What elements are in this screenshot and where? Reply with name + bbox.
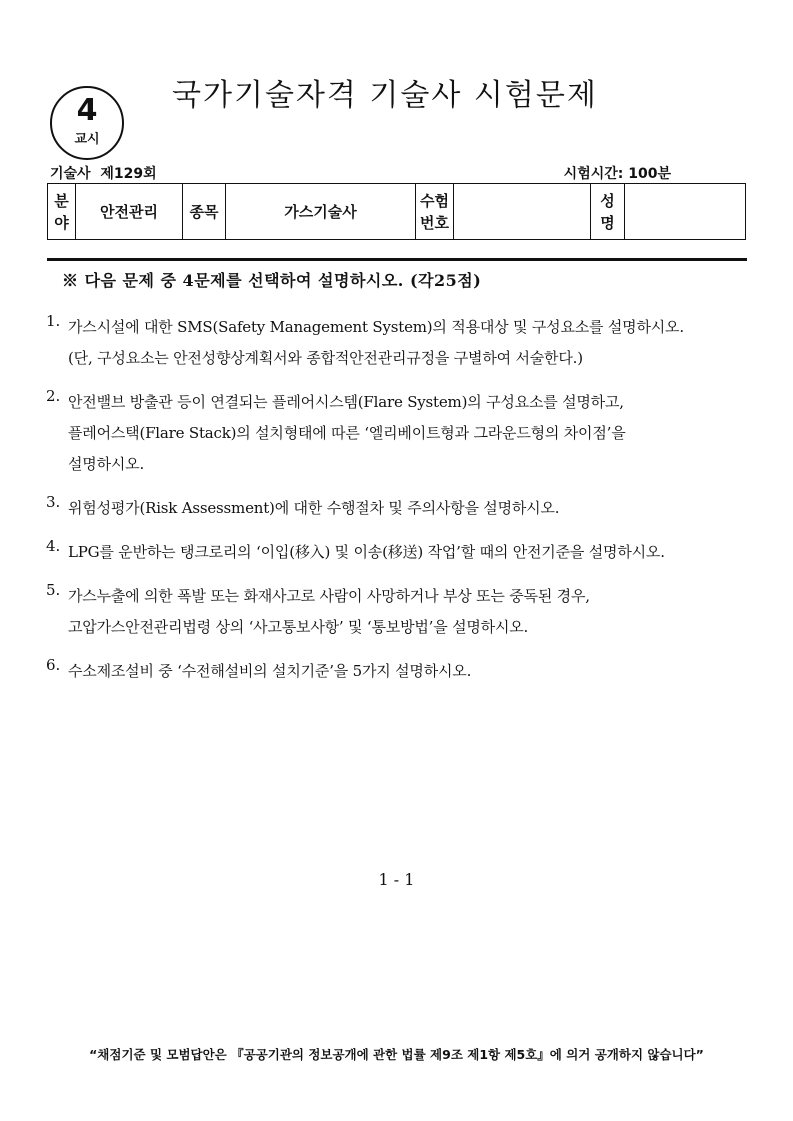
field-label-cell (48, 184, 76, 240)
info-table (47, 183, 746, 240)
question-item (46, 493, 752, 524)
name-label-2: 명 (600, 213, 615, 232)
category-label: 종목 (183, 184, 226, 240)
name-field[interactable] (625, 184, 746, 240)
question-text-line: 플레어스택(Flare Stack)의 설치형태에 따른 ‘엘리베이트형과 그라운드형의 차이점’을 (68, 424, 626, 442)
question-item (46, 537, 752, 568)
field-value: 안전관리 (76, 184, 183, 240)
question-text-line: 안전밸브 방출관 등이 연결되는 플레어시스템(Flare System)의 구성요소를 설명하고, (68, 393, 624, 411)
question-text-line: LPG를 운반하는 탱크로리의 ‘이입(移入) 및 이송(移送) 작업’할 때의 안전기준을 설명하시오. (68, 543, 665, 561)
question-list (46, 312, 752, 700)
question-text-line: 설명하시오. (68, 455, 145, 473)
question-text-line: 수소제조설비 중 ‘수전해설비의 설치기준’을 5가지 설명하시오. (68, 662, 472, 680)
question-item (46, 581, 752, 643)
period-number: 4 (76, 93, 98, 128)
question-number: 5. (46, 581, 61, 599)
question-text-line: 고압가스안전관리법령 상의 ‘사고통보사항’ 및 ‘통보방법’을 설명하시오. (68, 618, 529, 636)
divider (47, 258, 747, 261)
question-text-line: 위험성평가(Risk Assessment)에 대한 수행절차 및 주의사항을 설명하시오. (68, 499, 560, 517)
footer-notice: “채점기준 및 모범답안은 『공공기관의 정보공개에 관한 법률 제9조 제1항 제5호』에 의거 공개하지 않습니다” (89, 1047, 704, 1062)
page-number: 1 - 1 (378, 870, 415, 889)
exam-time: 시험시간: 100분 (563, 166, 671, 182)
period-badge (50, 86, 124, 160)
exam-name: 기술사 제129회 (50, 166, 157, 182)
question-text-line: 가스시설에 대한 SMS(Safety Management System)의 적용대상 및 구성요소를 설명하시오. (68, 318, 684, 336)
category-value: 가스기술사 (226, 184, 416, 240)
question-number: 3. (46, 493, 61, 511)
question-item (46, 656, 752, 687)
field-label-2: 야 (54, 213, 69, 232)
question-text-line: (단, 구성요소는 안전성향상계획서와 종합적안전관리규정을 구별하여 서술한다.) (68, 349, 583, 367)
question-number: 6. (46, 656, 61, 674)
question-number: 1. (46, 312, 61, 330)
exam-no-label-1: 수험 (420, 191, 449, 210)
exam-no-field[interactable] (454, 184, 591, 240)
question-item (46, 312, 752, 374)
name-label-cell (591, 184, 625, 240)
name-label-1: 성 (600, 191, 615, 210)
question-number: 2. (46, 387, 61, 405)
period-label: 교시 (74, 132, 100, 147)
page-title: 국가기술자격 기술사 시험문제 (172, 78, 598, 113)
exam-no-label-2: 번호 (420, 213, 449, 232)
question-item (46, 387, 752, 480)
exam-no-label-cell (416, 184, 454, 240)
field-label-1: 분 (54, 191, 69, 210)
question-number: 4. (46, 537, 61, 555)
instruction: ※ 다음 문제 중 4문제를 선택하여 설명하시오. (각25점) (62, 271, 482, 290)
question-text-line: 가스누출에 의한 폭발 또는 화재사고로 사람이 사망하거나 부상 또는 중독된 경우, (68, 587, 590, 605)
